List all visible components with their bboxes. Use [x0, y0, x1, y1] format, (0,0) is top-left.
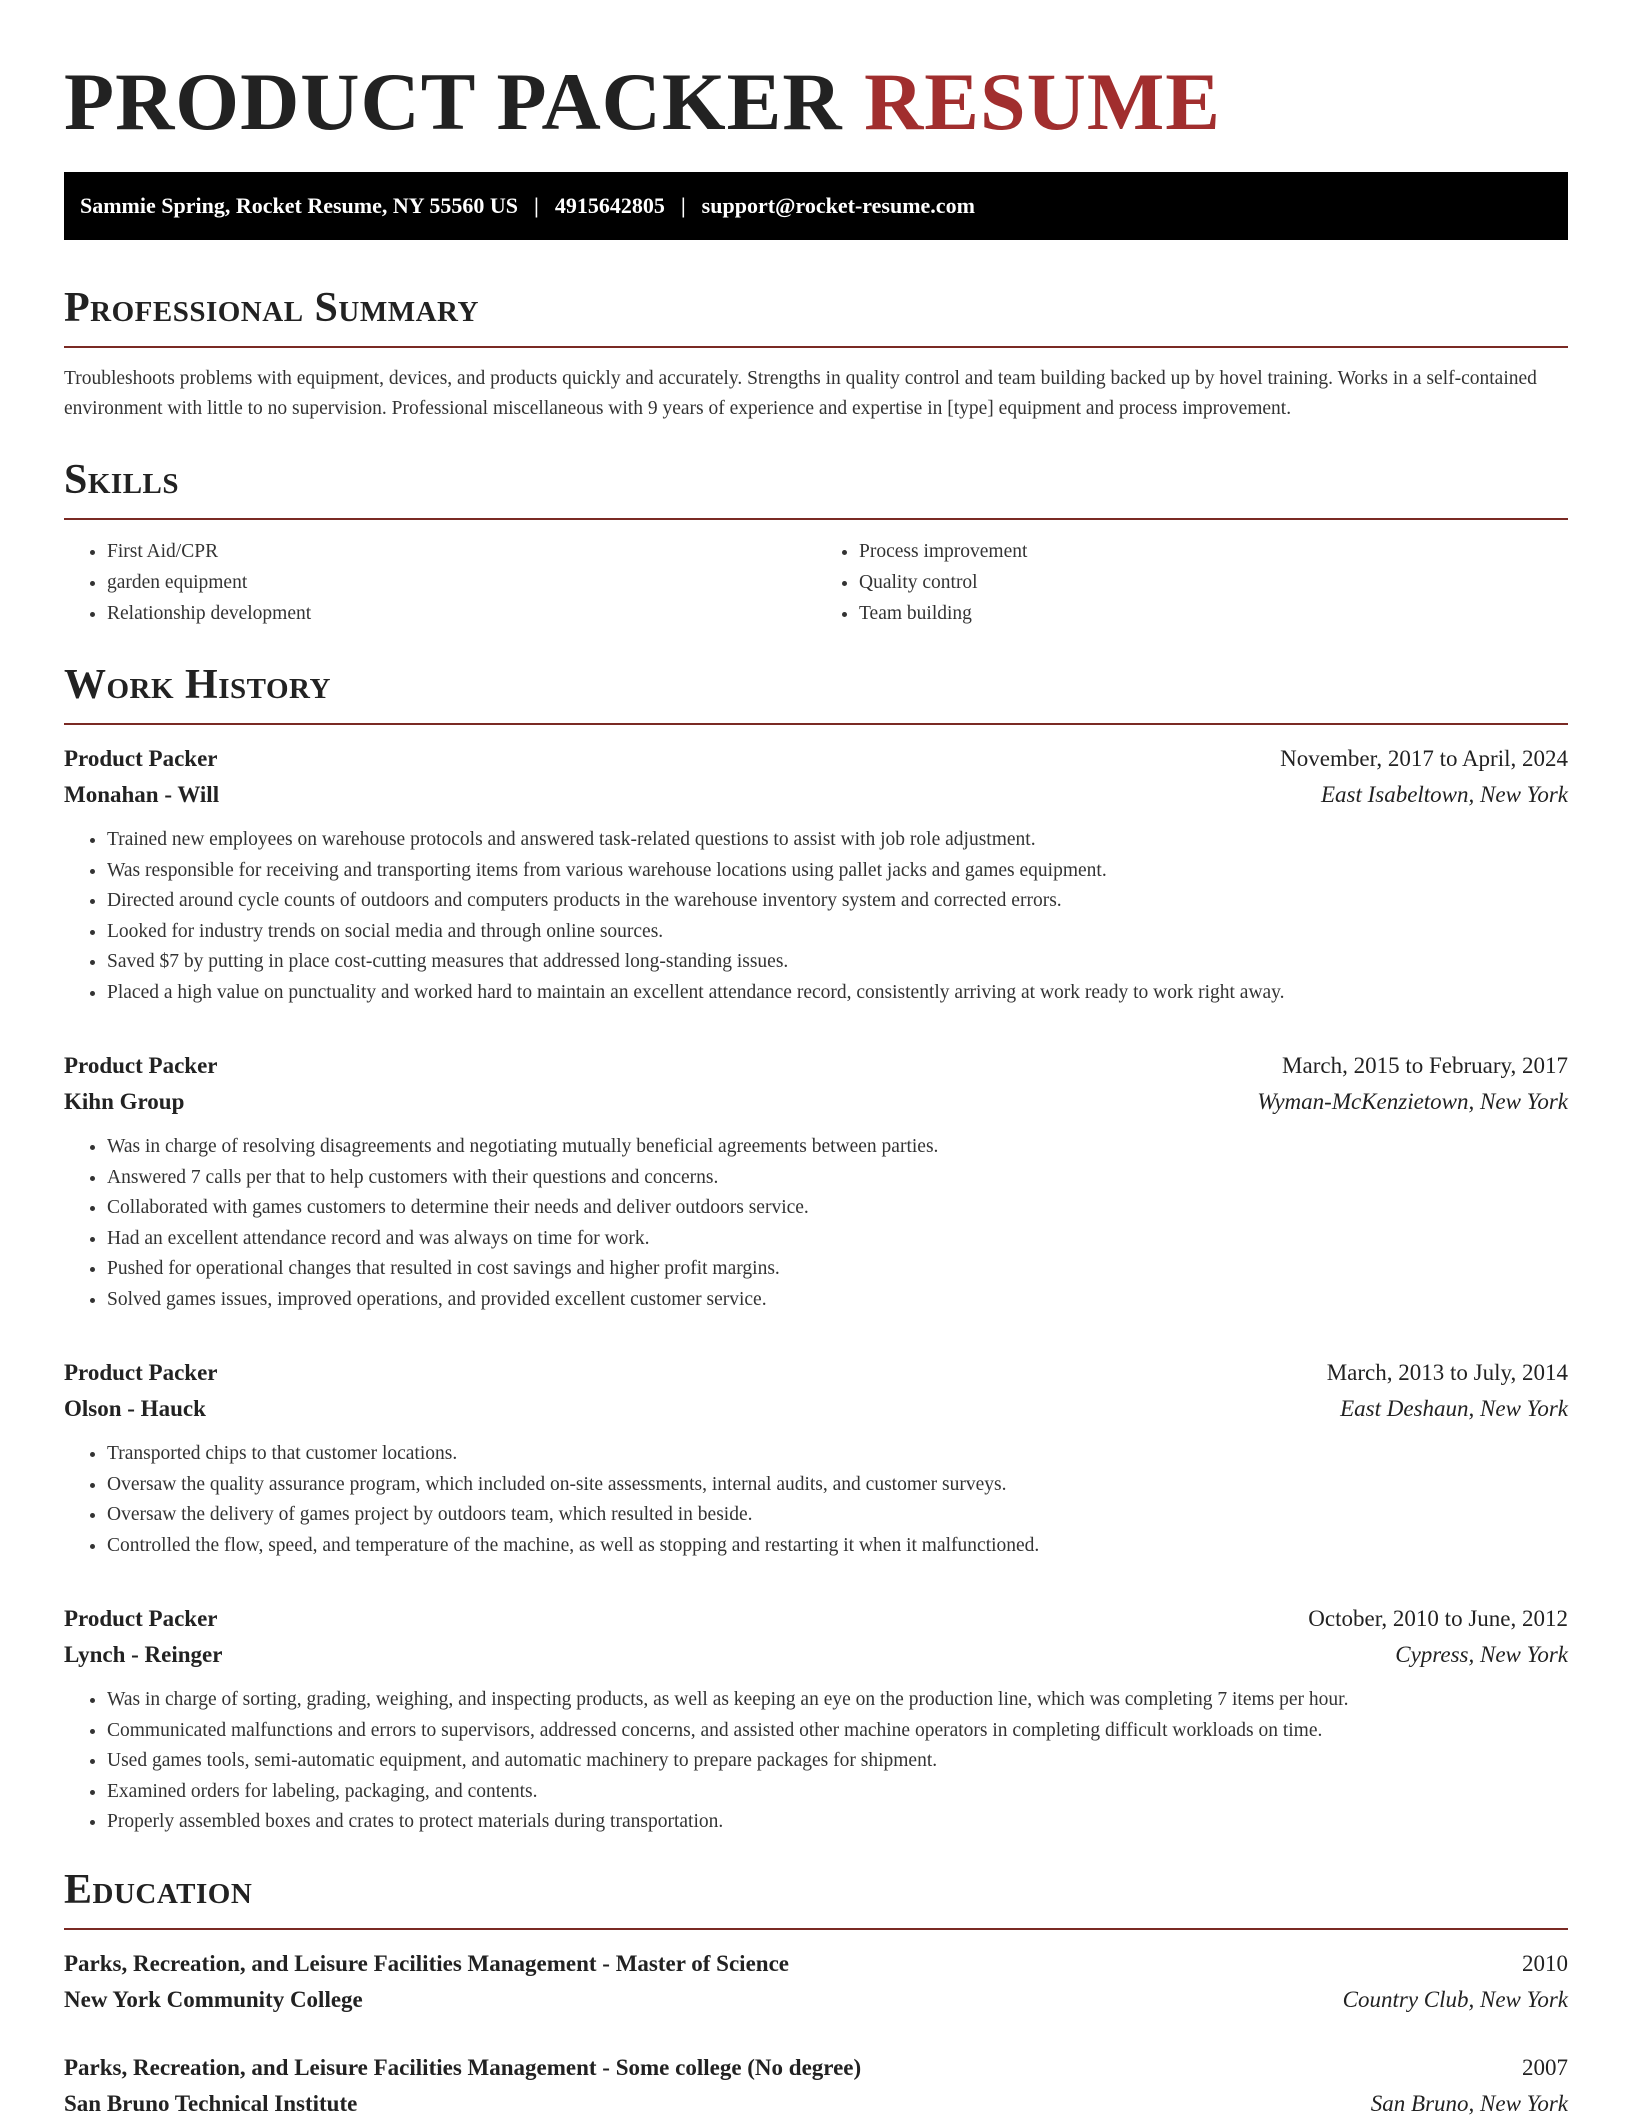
job-title: Product Packer	[64, 1053, 218, 1078]
education-location: San Bruno, New York	[1370, 2090, 1568, 2116]
education-degree: Parks, Recreation, and Leisure Facilities Management - Master of Science	[64, 1950, 789, 1976]
skill-item: • Quality control	[859, 567, 1568, 598]
job-bullet: • Was responsible for receiving and transporting items from various warehouse locations using pallet jacks and games equipment.	[107, 856, 1568, 887]
job-company-row	[64, 777, 1568, 813]
job-bullet: • Placed a high value on punctuality and worked hard to maintain an excellent attendance record, consistently arriving at work ready to work right away.	[107, 978, 1568, 1009]
contact-phone: 4915642805	[554, 193, 665, 218]
education-school: New York Community College	[64, 1986, 363, 2012]
education-school-row	[64, 1982, 1568, 2018]
job-entry	[64, 1355, 1568, 1561]
section-divider	[64, 1928, 1568, 1930]
job-bullet: • Collaborated with games customers to determine their needs and deliver outdoors service.	[107, 1193, 1568, 1224]
job-bullet: • Controlled the flow, speed, and temperature of the machine, as well as stopping and restarting it when it malfunctioned.	[107, 1531, 1568, 1562]
skills-list-left	[64, 536, 816, 629]
skills-section	[64, 454, 1568, 629]
job-bullet: • Trained new employees on warehouse protocols and answered task-related questions to assist with job role adjustment.	[107, 825, 1568, 856]
job-company: Kihn Group	[64, 1089, 185, 1114]
section-heading: Professional Summary	[64, 285, 479, 331]
job-header-row	[64, 1601, 1568, 1637]
job-bullet: • Answered 7 calls per that to help customers with their questions and concerns.	[107, 1163, 1568, 1194]
work-history-section	[64, 659, 1568, 1838]
skills-list-right	[816, 536, 1568, 629]
education-degree-row	[64, 1946, 1568, 1982]
section-divider	[64, 346, 1568, 348]
education-section	[64, 1864, 1568, 2122]
skills-columns	[64, 536, 1568, 629]
job-title: Product Packer	[64, 1606, 218, 1631]
job-dates: March, 2013 to July, 2014	[1326, 1360, 1568, 1385]
job-bullet: • Was in charge of resolving disagreements and negotiating mutually beneficial agreements between parties.	[107, 1132, 1568, 1163]
section-divider	[64, 723, 1568, 725]
contact-address: Sammie Spring, Rocket Resume, NY 55560 US	[80, 193, 518, 218]
education-school: San Bruno Technical Institute	[64, 2090, 358, 2116]
skill-item: • Relationship development	[107, 598, 816, 629]
contact-email: support@rocket-resume.com	[701, 193, 975, 218]
job-bullets	[64, 825, 1568, 1008]
job-company-row	[64, 1084, 1568, 1120]
job-company: Olson - Hauck	[64, 1396, 206, 1421]
job-location: Wyman-McKenzietown, New York	[1257, 1089, 1568, 1114]
job-bullets	[64, 1685, 1568, 1838]
resume-title	[64, 0, 1568, 148]
skill-item: • garden equipment	[107, 567, 816, 598]
job-company-row	[64, 1391, 1568, 1427]
education-entry	[64, 1946, 1568, 2018]
job-bullet: • Properly assembled boxes and crates to protect materials during transportation.	[107, 1807, 1568, 1838]
job-bullet: • Transported chips to that customer locations.	[107, 1439, 1568, 1470]
job-company-row	[64, 1637, 1568, 1673]
job-dates: March, 2015 to February, 2017	[1282, 1053, 1568, 1078]
skill-item: • Team building	[859, 598, 1568, 629]
job-bullet: • Used games tools, semi-automatic equipment, and automatic machinery to prepare packages for shipment.	[107, 1746, 1568, 1777]
job-bullet: • Looked for industry trends on social media and through online sources.	[107, 917, 1568, 948]
education-year: 2010	[1522, 1950, 1568, 1976]
education-degree-row	[64, 2050, 1568, 2086]
job-bullet: • Communicated malfunctions and errors to supervisors, addressed concerns, and assisted other machine operators in completing difficult workloads on time.	[107, 1716, 1568, 1747]
summary-text: Troubleshoots problems with equipment, devices, and products quickly and accurately. Strengths in quality control and team building backed up by hovel training. Works in a self-contained environment with little to no supervision. Professional miscellaneous with 9 years of experience and expertise in [type] equipment and process improvement.	[64, 368, 1537, 419]
job-location: Cypress, New York	[1395, 1642, 1568, 1667]
job-bullet: • Oversaw the quality assurance program, which included on-site assessments, internal audits, and customer surveys.	[107, 1470, 1568, 1501]
job-bullet: • Oversaw the delivery of games project by outdoors team, which resulted in beside.	[107, 1500, 1568, 1531]
job-entry	[64, 1601, 1568, 1838]
job-location: East Isabeltown, New York	[1320, 782, 1568, 807]
skill-item: • Process improvement	[859, 536, 1568, 567]
education-entry	[64, 2050, 1568, 2122]
job-header-row	[64, 1048, 1568, 1084]
job-bullet: • Solved games issues, improved operations, and provided excellent customer service.	[107, 1285, 1568, 1316]
title-accent: RESUME	[864, 56, 1221, 147]
job-header-row	[64, 741, 1568, 777]
job-title: Product Packer	[64, 746, 218, 771]
job-bullet: • Pushed for operational changes that resulted in cost savings and higher profit margins.	[107, 1254, 1568, 1285]
job-entry	[64, 1048, 1568, 1315]
section-heading: Skills	[64, 457, 180, 503]
contact-bar	[64, 172, 1568, 240]
job-dates: November, 2017 to April, 2024	[1280, 746, 1568, 771]
education-school-row	[64, 2086, 1568, 2122]
section-divider	[64, 518, 1568, 520]
job-location: East Deshaun, New York	[1340, 1396, 1568, 1421]
job-bullets	[64, 1132, 1568, 1315]
section-heading: Work History	[64, 662, 331, 708]
job-bullet: • Had an excellent attendance record and was always on time for work.	[107, 1224, 1568, 1255]
education-degree: Parks, Recreation, and Leisure Facilities Management - Some college (No degree)	[64, 2054, 862, 2080]
title-main: PRODUCT PACKER	[64, 56, 843, 147]
section-heading: Education	[64, 1866, 253, 1913]
job-company: Lynch - Reinger	[64, 1642, 223, 1667]
job-title: Product Packer	[64, 1360, 218, 1385]
professional-summary-section	[64, 282, 1568, 424]
job-header-row	[64, 1355, 1568, 1391]
education-year: 2007	[1522, 2054, 1568, 2080]
job-bullets	[64, 1439, 1568, 1561]
job-bullet: • Saved $7 by putting in place cost-cutting measures that addressed long-standing issues.	[107, 947, 1568, 978]
job-dates: October, 2010 to June, 2012	[1308, 1606, 1568, 1631]
job-company: Monahan - Will	[64, 782, 220, 807]
skill-item: • First Aid/CPR	[107, 536, 816, 567]
job-bullet: • Examined orders for labeling, packaging, and contents.	[107, 1777, 1568, 1808]
job-entry	[64, 741, 1568, 1008]
contact-separator: |	[680, 193, 686, 218]
job-bullet: • Was in charge of sorting, grading, weighing, and inspecting products, as well as keeping an eye on the production line, which was completing 7 items per hour.	[107, 1685, 1568, 1716]
education-location: Country Club, New York	[1342, 1986, 1568, 2012]
job-bullet: • Directed around cycle counts of outdoors and computers products in the warehouse inventory system and corrected errors.	[107, 886, 1568, 917]
contact-separator: |	[533, 193, 539, 218]
